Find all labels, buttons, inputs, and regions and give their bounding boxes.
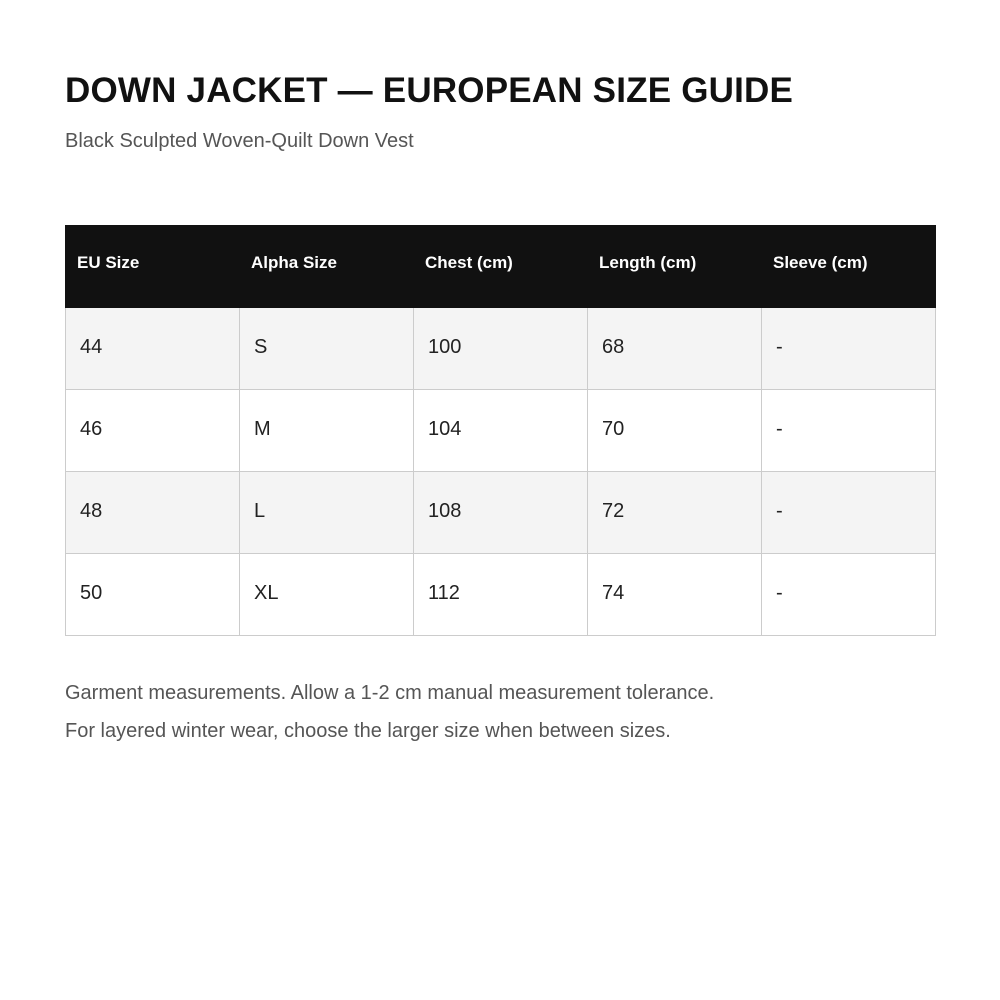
column-header-chest: Chest (cm) <box>414 226 588 308</box>
cell-sleeve: - <box>762 472 936 554</box>
cell-length: 72 <box>588 472 762 554</box>
column-header-alpha-size: Alpha Size <box>240 226 414 308</box>
cell-sleeve: - <box>762 554 936 636</box>
table-row <box>66 390 936 472</box>
column-header-eu-size: EU Size <box>66 226 240 308</box>
table-row <box>66 308 936 390</box>
size-table <box>65 225 936 636</box>
table-header <box>66 226 936 308</box>
cell-eu-size: 50 <box>66 554 240 636</box>
cell-length: 68 <box>588 308 762 390</box>
page-title: DOWN JACKET — EUROPEAN SIZE GUIDE <box>65 71 794 110</box>
cell-alpha-size: L <box>240 472 414 554</box>
cell-eu-size: 48 <box>66 472 240 554</box>
cell-length: 74 <box>588 554 762 636</box>
table-header-row <box>66 226 936 308</box>
cell-alpha-size: XL <box>240 554 414 636</box>
cell-chest: 100 <box>414 308 588 390</box>
table-row <box>66 472 936 554</box>
cell-alpha-size: M <box>240 390 414 472</box>
cell-eu-size: 44 <box>66 308 240 390</box>
column-header-sleeve: Sleeve (cm) <box>762 226 936 308</box>
measurement-tolerance-note: Garment measurements. Allow a 1-2 cm manual measurement tolerance. <box>65 682 715 704</box>
column-header-length: Length (cm) <box>588 226 762 308</box>
table-row <box>66 554 936 636</box>
product-subtitle: Black Sculpted Woven-Quilt Down Vest <box>65 130 414 152</box>
size-notes <box>65 674 714 750</box>
cell-sleeve: - <box>762 390 936 472</box>
cell-eu-size: 46 <box>66 390 240 472</box>
cell-length: 70 <box>588 390 762 472</box>
table-body <box>66 308 936 636</box>
cell-chest: 104 <box>414 390 588 472</box>
layering-advice-note: For layered winter wear, choose the larger size when between sizes. <box>65 720 671 742</box>
cell-chest: 108 <box>414 472 588 554</box>
cell-chest: 112 <box>414 554 588 636</box>
cell-alpha-size: S <box>240 308 414 390</box>
cell-sleeve: - <box>762 308 936 390</box>
